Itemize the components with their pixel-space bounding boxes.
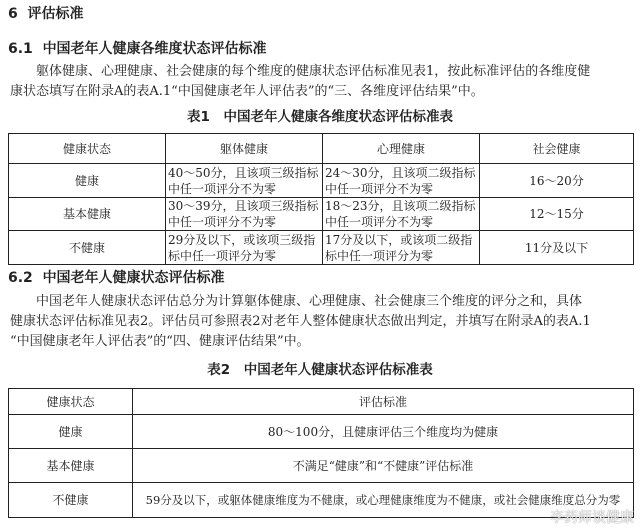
section-number: 6 (8, 6, 18, 22)
table-cell: 24～30分，且该项二级指标中任一项评分不为零 (323, 164, 480, 198)
header-cell: 躯体健康 (166, 134, 323, 164)
table-row (9, 483, 634, 518)
paragraph-line: 健康状态评估标准见表2。评估员可参照表2对老年人整体健康状态做出判定，并填写在附录A的表A.1 (10, 314, 591, 329)
paragraph-line: “中国健康老年人评估表”的“四、健康评估结果”中。 (10, 334, 310, 349)
table-cell: 40～50分，且该项三级指标中任一项评分不为零 (166, 164, 323, 198)
table-cell: 健康 (9, 164, 166, 198)
paragraph-line: 躯体健康、心理健康、社会健康的每个维度的健康状态评估标准见表1，按此标准评估的各维度健 (10, 64, 591, 79)
table-row (9, 164, 634, 198)
subsection-number: 6.1 (8, 41, 33, 57)
table1 (8, 133, 634, 265)
table1-caption: 表1 中国老年人健康各维度状态评估标准表 (187, 109, 453, 125)
table-row (9, 415, 634, 449)
table-cell: 不满足“健康”和“不健康”评估标准 (133, 449, 634, 483)
table-header-row (9, 134, 634, 164)
table-cell: 17分及以下，或该项二级指标中任一项评分为零 (323, 231, 480, 265)
table-cell: 59分及以下，或躯体健康维度为不健康，或心理健康维度为不健康，或社会健康维度总分为零 (133, 483, 634, 518)
table-cell: 12～15分 (480, 198, 634, 231)
header-cell: 健康状态 (9, 134, 166, 164)
section-title: 评估标准 (27, 6, 84, 22)
table-cell: 18～23分，且该项二级指标中任一项评分不为零 (323, 198, 480, 231)
table-cell: 基本健康 (9, 449, 133, 483)
table2-caption: 表2 中国老年人健康状态评估标准表 (207, 362, 433, 378)
header-cell: 评估标准 (133, 389, 634, 415)
paragraph-line: 中国老年人健康状态评估总分为计算躯体健康、心理健康、社会健康三个维度的评分之和，具体 (10, 294, 583, 309)
subsection-heading-6-2 (8, 267, 225, 287)
paragraph-6-2 (10, 292, 635, 352)
table2 (8, 388, 634, 518)
subsection-title: 中国老年人健康状态评估标准 (42, 270, 225, 286)
subsection-heading-6-1 (8, 38, 267, 58)
table-cell: 不健康 (9, 231, 166, 265)
table-row (9, 449, 634, 483)
table-cell: 基本健康 (9, 198, 166, 231)
header-cell: 健康状态 (9, 389, 133, 415)
watermark: 李药师谈健康 (550, 510, 634, 526)
subsection-number: 6.2 (8, 270, 33, 286)
table-row (9, 231, 634, 265)
table-cell: 健康 (9, 415, 133, 449)
table-row (9, 198, 634, 231)
paragraph-line: 康状态填写在附录A的表A.1“中国健康老年人评估表”的“三、各维度评估结果”中。 (10, 84, 484, 99)
paragraph-6-1 (10, 62, 635, 102)
table-cell: 16～20分 (480, 164, 634, 198)
header-cell: 心理健康 (323, 134, 480, 164)
header-cell: 社会健康 (480, 134, 634, 164)
section-heading (8, 3, 84, 23)
table-header-row (9, 389, 634, 415)
table-cell: 29分及以下，或该项三级指标中任一项评分为零 (166, 231, 323, 265)
table-cell: 30～39分，且该项三级指标中任一项评分不为零 (166, 198, 323, 231)
table-cell: 80～100分，且健康评估三个维度均为健康 (133, 415, 634, 449)
table-cell: 不健康 (9, 483, 133, 518)
subsection-title: 中国老年人健康各维度状态评估标准 (42, 41, 267, 57)
table-cell: 11分及以下 (480, 231, 634, 265)
